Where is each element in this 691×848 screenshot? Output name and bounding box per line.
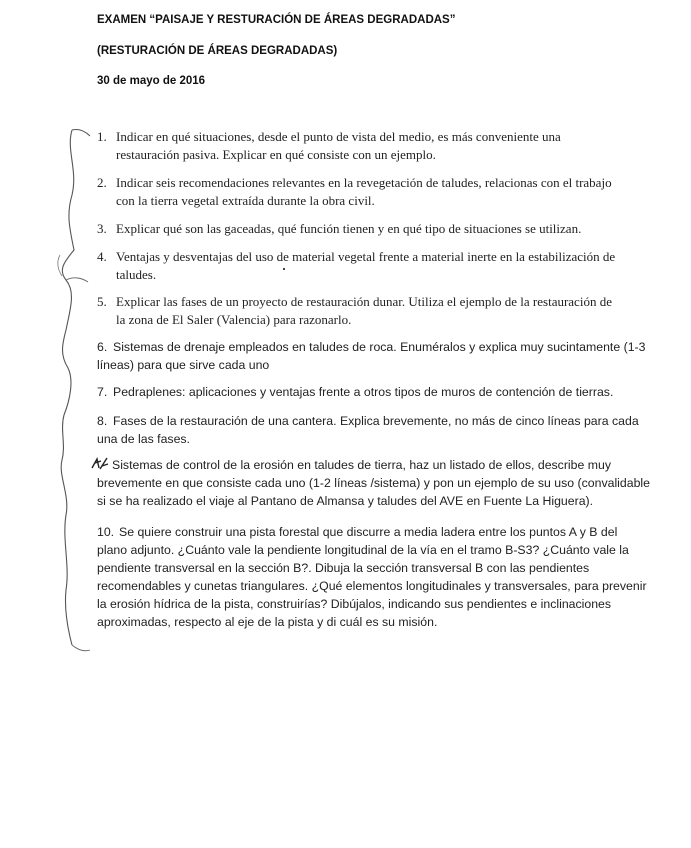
question-number: 4. xyxy=(97,249,107,264)
question-line: Ventajas y desventajas del uso de material vegetal frente a material inerte en la estabilización de xyxy=(116,249,616,264)
question-line: recomendables y cunetas triangulares. ¿Qué elementos longitudinales y transversales, para prevenir xyxy=(97,579,647,593)
question-line: taludes. xyxy=(116,266,157,282)
question-line: Explicar las fases de un proyecto de restauración dunar. Utiliza el ejemplo de la restauración de xyxy=(116,294,612,309)
exam-title: EXAMEN “PAISAJE Y RESTURACIÓN DE ÁREAS DEGRADADAS” xyxy=(97,14,456,26)
question-number: 5. xyxy=(97,294,107,309)
question-number: 8. xyxy=(97,414,108,428)
question-line: una de las fases. xyxy=(97,432,190,446)
question-line: Sistemas de drenaje empleados en taludes de roca. Enuméralos y explica muy sucintamente (1-3 xyxy=(113,340,646,354)
question-line: plano adjunto. ¿Cuánto vale la pendiente longitudinal de la vía en el tramo B-S3? ¿Cuánto vale la xyxy=(97,543,629,557)
question-line: Fases de la restauración de una cantera. Explica brevemente, no más de cinco líneas para cada xyxy=(113,414,639,428)
question-line: la erosión hídrica de la pista, construirías? Dibújalos, indicando sus pendientes e inclinaciones xyxy=(97,597,612,611)
question-line: líneas) para que sirve cada uno xyxy=(97,358,270,372)
question-line: Pedraplenes: aplicaciones y ventajas frente a otros tipos de muros de contención de tierras. xyxy=(113,385,614,399)
question-line: la zona de El Saler (Valencia) para razonarlo. xyxy=(116,311,352,327)
question-line: restauración pasiva. Explicar en qué consiste con un ejemplo. xyxy=(116,146,436,162)
question-line: brevemente en que consiste cada uno (1-2 líneas /sistema) y pon un ejemplo de su uso (convalidable xyxy=(97,476,651,490)
question-number: 3. xyxy=(97,221,107,236)
question-line: pendiente transversal en la sección B?. Dibuja la sección transversal B con las pendientes xyxy=(97,561,590,575)
question-line: Sistemas de control de la erosión en taludes de tierra, haz un listado de ellos, describe muy xyxy=(112,458,611,472)
question-line: Explicar qué son las gaceadas, qué función tienen y en qué tipo de situaciones se utilizan. xyxy=(116,221,582,236)
question-line: Se quiere construir una pista forestal que discurre a media ladera entre los puntos A y B del xyxy=(119,525,618,539)
question-number: 1. xyxy=(97,129,107,144)
question-line: aproximadas, respecto al eje de la pista y di cuál es su misión. xyxy=(97,615,438,629)
question-line: Indicar seis recomendaciones relevantes en la revegetación de taludes, relacionas con el trabajo xyxy=(116,175,612,190)
question-line: Indicar en qué situaciones, desde el punto de vista del medio, es más conveniente una xyxy=(116,129,561,144)
dust-speck xyxy=(283,268,285,270)
question-number: 2. xyxy=(97,175,107,190)
question-number: 6. xyxy=(97,340,108,354)
question-number: 7. xyxy=(97,385,108,399)
question-line: si se ha realizado el viaje al Pantano de Almansa y taludes del AVE en Fuente La Higuera). xyxy=(97,494,594,508)
question-line: con la tierra vegetal extraída durante la obra civil. xyxy=(116,192,375,208)
exam-subtitle: (RESTURACIÓN DE ÁREAS DEGRADADAS) xyxy=(97,45,338,57)
question-number: 10. xyxy=(97,525,115,539)
exam-date: 30 de mayo de 2016 xyxy=(97,75,206,87)
